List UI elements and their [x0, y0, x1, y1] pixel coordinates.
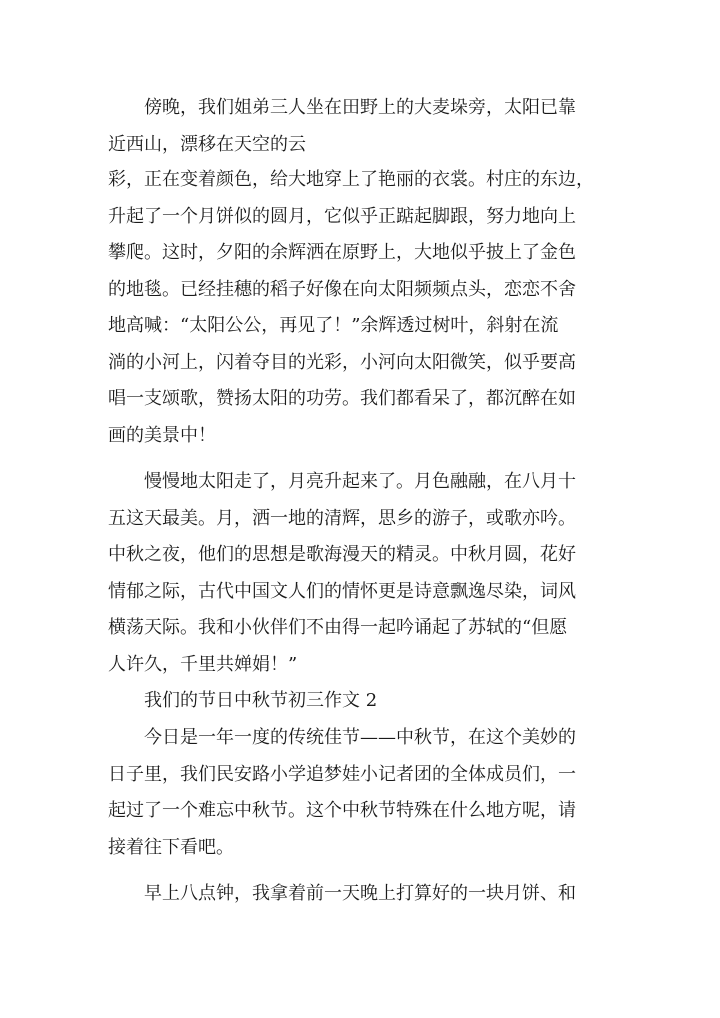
text-line: 情郁之际，古代中国文人们的情怀更是诗意飘逸尽染，词风: [108, 580, 576, 602]
text-line: 的地毯。已经挂穗的稻子好像在向太阳频频点头，恋恋不舍: [108, 278, 576, 300]
text-line: 接着往下看吧。: [108, 836, 234, 858]
essay-title-text: 我们的节日中秋节初三作文 2: [144, 690, 378, 711]
text-line: 近西山，漂移在天空的云: [108, 133, 306, 155]
text-line: 彩，正在变着颜色，给大地穿上了艳丽的衣裳。村庄的东边，: [108, 169, 594, 190]
text-line: 早上八点钟，我拿着前一天晚上打算好的一块月饼、和: [144, 883, 576, 904]
text-line: 人许久，千里共婵娟！”: [108, 653, 298, 675]
text-line: 起过了一个难忘中秋节。这个中秋节特殊在什么地方呢，请: [108, 800, 576, 821]
text-line: 今日是一年一度的传统佳节——中秋节，在这个美妙的: [144, 727, 576, 748]
paragraph-evening: [108, 90, 612, 163]
text-line: 唱一支颂歌，赞扬太阳的功劳。我们都看呆了，都沉醉在如: [108, 388, 576, 409]
text-line: 升起了一个月饼似的圆月，它似乎正踮起脚跟，努力地向上: [108, 205, 576, 227]
paragraph-moonrise: [108, 464, 612, 683]
text-line: 傍晚，我们姐弟三人坐在田野上的大麦垛旁，太阳已靠: [144, 97, 576, 118]
essay-title: [108, 683, 612, 720]
paragraph-sunset-scene: [108, 162, 612, 454]
text-line: 横荡天际。我和小伙伴们不由得一起吟诵起了苏轼的“但愿: [108, 617, 568, 638]
text-line: 画的美景中！: [108, 424, 216, 446]
text-line: 慢慢地太阳走了，月亮升起来了。月色融融，在八月十: [144, 471, 576, 492]
text-line: 五这天最美。月，洒一地的清辉，思乡的游子，或歌亦吟。: [108, 507, 576, 529]
paragraph-morning: [108, 876, 612, 913]
text-line: 淌的小河上，闪着夺目的光彩，小河向太阳微笑，似乎要高: [108, 351, 576, 373]
text-line: 地高喊：“太阳公公，再见了！”余辉透过树叶，斜射在流: [108, 315, 559, 336]
text-line: 攀爬。这时，夕阳的余辉洒在原野上，大地似乎披上了金色: [108, 242, 576, 263]
text-line: 日子里，我们民安路小学追梦娃小记者团的全体成员们，一: [108, 763, 576, 785]
paragraph-festival-intro: [108, 720, 612, 866]
text-line: 中秋之夜，他们的思想是歌海漫天的精灵。中秋月圆，花好: [108, 544, 576, 565]
